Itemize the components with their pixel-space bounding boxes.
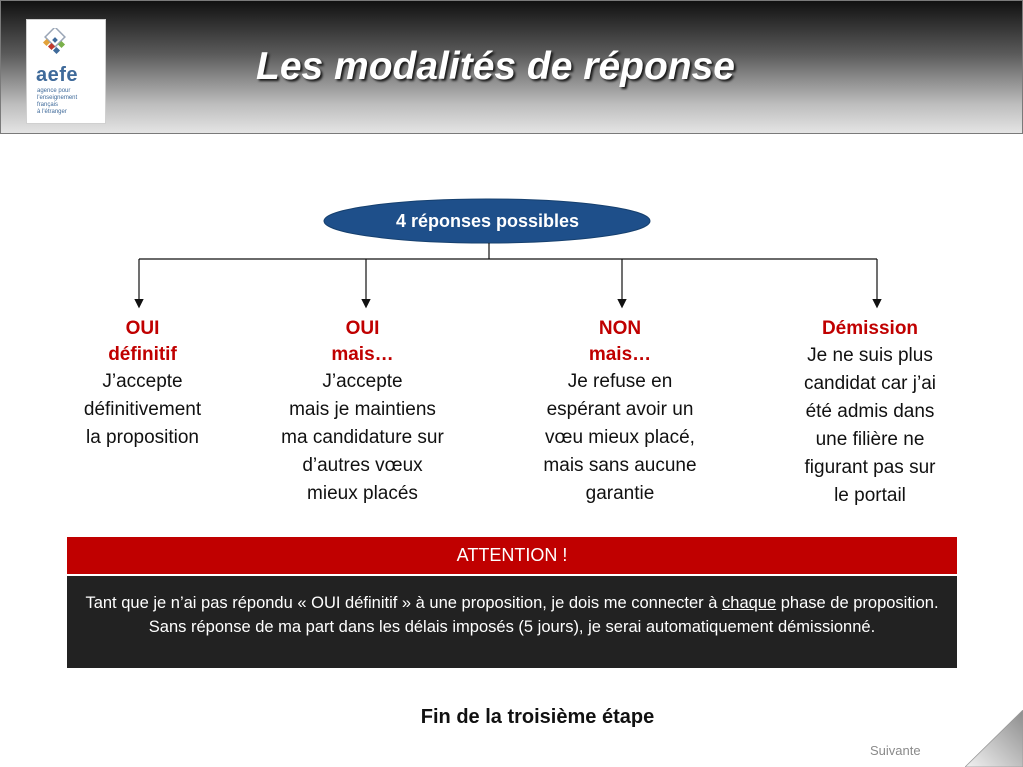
option-description: Je ne suis plus candidat car j’ai été admis dans une filière ne figurant pas sur le portail [803, 345, 937, 506]
attention-notice: Tant que je n’ai pas répondu « OUI définitif » à une proposition, je dois me connecter à chaque phase de proposition. Sans réponse de ma part dans les délais imposés (5 jours), je serai automatiquement démissionné. [67, 576, 957, 668]
option-oui-mais [255, 316, 470, 508]
emphasis-word: chaque [722, 594, 777, 612]
logo-tagline: agence pour l'enseignement français à l'étranger [37, 88, 78, 115]
end-of-step-label: Fin de la troisième étape [420, 706, 655, 728]
page-title: Les modalités de réponse [256, 45, 735, 88]
option-non-mais [515, 316, 725, 508]
option-title: Démission [821, 318, 919, 339]
root-label: 4 réponses possibles [395, 211, 580, 231]
logo-word: aefe [36, 64, 79, 86]
page-curl-icon[interactable] [965, 710, 1023, 767]
option-description: J’accepte définitivement la proposition [83, 371, 202, 448]
option-demission [780, 316, 960, 510]
attention-banner: ATTENTION ! [67, 537, 957, 574]
option-title: NON mais… [588, 318, 652, 365]
option-title: OUI mais… [331, 318, 394, 365]
next-slide-link[interactable]: Suivante [870, 743, 921, 758]
option-description: J’accepte mais je maintiens ma candidature sur d’autres vœux mieux placés [281, 371, 444, 504]
option-title: OUI définitif [108, 318, 177, 365]
option-oui-definitif [55, 316, 230, 452]
option-description: Je refuse en espérant avoir un vœu mieux placé, mais sans aucune garantie [543, 371, 697, 504]
